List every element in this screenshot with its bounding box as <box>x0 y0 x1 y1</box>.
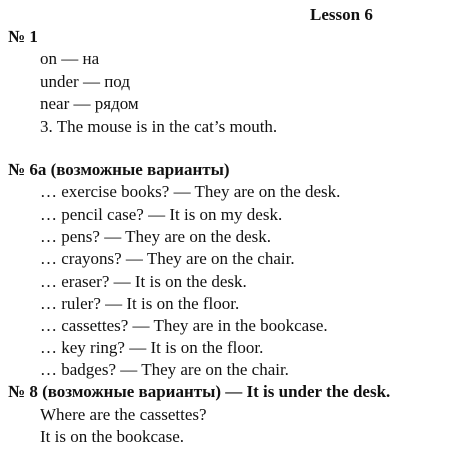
text-line: … pens? — They are on the desk. <box>40 227 272 246</box>
section-heading-1: № 1 <box>8 27 38 46</box>
text-line: … cassettes? — They are in the bookcase. <box>40 316 328 335</box>
text-line: … eraser? — It is on the desk. <box>40 272 247 291</box>
text-line: near — рядом <box>40 94 139 113</box>
section-heading-6a: № 6a (возможные варианты) <box>8 160 230 179</box>
text-line: … badges? — They are on the chair. <box>40 360 289 379</box>
text-line: It is on the bookcase. <box>40 427 184 446</box>
lesson-title: Lesson 6 <box>310 5 373 24</box>
text-line: Where are the cassettes? <box>40 405 207 424</box>
text-line: … exercise books? — They are on the desk. <box>40 182 341 201</box>
section-heading-8: № 8 (возможные варианты) — It is under the desk. <box>8 382 391 401</box>
text-line: … key ring? — It is on the floor. <box>40 338 264 357</box>
text-line: on — на <box>40 49 100 68</box>
text-line: … crayons? — They are on the chair. <box>40 249 295 268</box>
text-line: under — под <box>40 72 130 91</box>
text-line: … ruler? — It is on the floor. <box>40 294 240 313</box>
text-line: 3. The mouse is in the cat’s mouth. <box>40 117 278 136</box>
text-line: … pencil case? — It is on my desk. <box>40 205 283 224</box>
